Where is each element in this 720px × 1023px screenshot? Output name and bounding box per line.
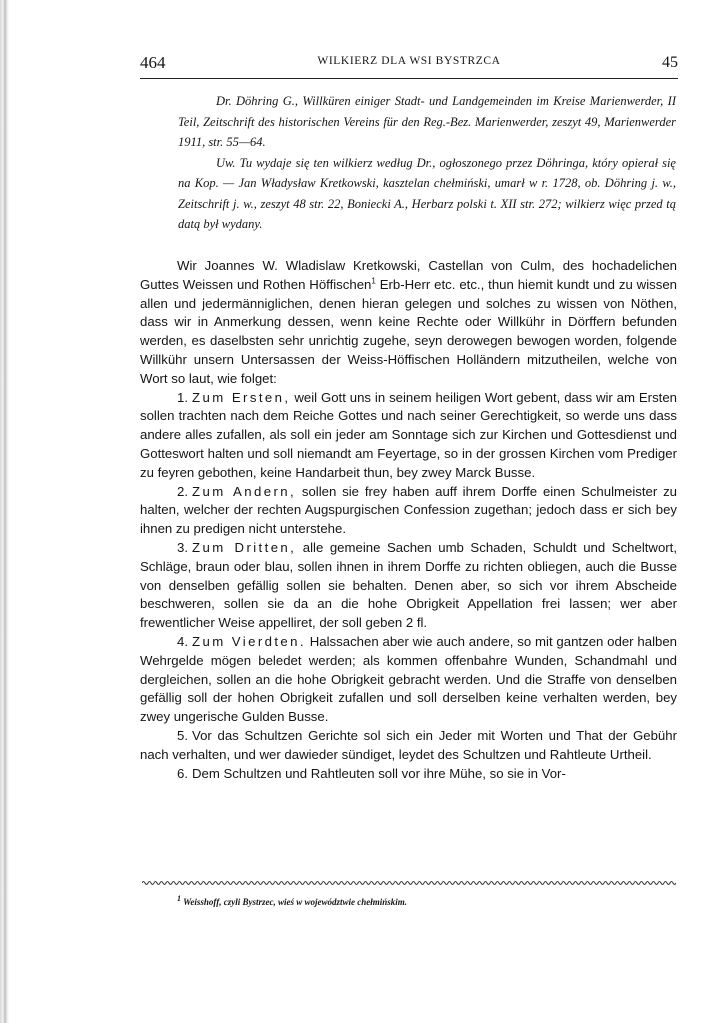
page-number-left: 464 — [140, 53, 166, 72]
article-number: 5. — [177, 727, 188, 743]
page-number-right: 45 — [662, 54, 678, 71]
main-text — [140, 257, 677, 783]
article-text: weil Gott uns in seinem heiligen Wort gebent, dass wir am Ersten sollen trachten nach dem Reiche Gottes und nach seiner Gerechtigkeit, so werde uns dass andere alles zufallen, als soll ein jeder am Sonntage sich zur Kirchen und Gottesdienst und Gotteswort halten und soll niemandt am Feyertage, so in der grossen Kirchen vom Prediger zu feyren gebothen, keine Handarbeit thun, bey zwey Marck Busse. — [140, 389, 677, 480]
note-remark-paragraph: Uw. Tu wydaje się ten wilkierz według Dr., ogłoszonego przez Döhringa, który opierał się na Kop. — Jan Władysław Kretkowski, kasztelan chełmiński, umarł w r. 1728, ob. Döhring j. w., Zeitschrift j. w., zeszyt 48 str. 22, Boniecki A., Herbarz polski t. XII str. 272; wilkierz więc przed tą datą był wydany. — [178, 155, 676, 231]
article-heading: Zum Andern, — [192, 483, 297, 499]
article-text: Dem Schultzen und Rahtleuten soll vor ihre Mühe, so sie in Vor- — [192, 765, 566, 781]
intro-text-start: Wir Joannes W. Wladislaw Kretkowski, Castellan von Culm, des hochadelichen Guttes Weissen und Rothen Höffischen — [140, 258, 677, 292]
article-text: Vor das Schultzen Gerichte sol sich ein Jeder mit Worten und That der Gebühr nach verhalten, und wer dawieder sündiget, leydet des Schultzen und Rahtleute Urtheil. — [140, 727, 677, 762]
editorial-note — [178, 91, 676, 235]
footnote-mark: 1 — [177, 894, 181, 903]
running-header — [140, 52, 678, 76]
article-paragraph — [140, 483, 677, 539]
article-number: 1. — [177, 389, 188, 405]
article-number: 3. — [177, 539, 188, 555]
article-heading: Zum Dritten, — [192, 539, 297, 555]
article-paragraph — [140, 633, 677, 727]
article-text: alle gemeine Sachen umb Schaden, Schuldt und Scheltwort, Schläge, braun oder blau, sollen ihnen in ihrem Dorffe zu richten obliegen, auch die Busse von denselben gefällig sollen sie behalten. Denen aber, so sich vor ihrem Abscheide beschweren, sollen sie da an die hohe Obrigkeit Appellation frei lassen; wer aber frewentlicher Weise appelliret, der soll geben 2 fl. — [140, 539, 677, 631]
header-rule — [140, 78, 678, 79]
article-paragraph — [140, 727, 677, 765]
article-number: 4. — [177, 633, 188, 649]
article-text: sollen sie frey haben auff ihrem Dorffe einen Schulmeister zu halten, welcher der rechten Augspurgischen Confession zugethan; jedoch dass er sich bey ihnen zu predigen nicht unterstehe. — [140, 483, 677, 537]
running-title: WILKIERZ DLA WSI BYSTRZCA — [317, 55, 501, 67]
article-heading: Zum Ersten, — [192, 389, 291, 405]
article-text: Halssachen aber wie auch andere, so mit gantzen oder halben Wehrgelde mögen beledet werden; als kommen offenbahre Wunden, Schandmahl und dergleichen, sollen an die hohe Obrigkeit gebracht werden. Und die Straffe von denselben gefällig soll der hohen Obrigkeit zufallen und soll derselben keine verhalten werden, bey zwey ungerische Gulden Busse. — [140, 633, 677, 725]
article-number: 2. — [177, 483, 188, 499]
article-paragraph — [140, 389, 677, 483]
footnote-reference: 1 — [371, 276, 376, 286]
intro-text-end: Erb-Herr etc. etc., thun hiemit kundt und zu wissen allen und jedermänniglichen, denen hieran gelegen und solches zu wissen von Nöthen, dass wir in Anmerkung dessen, wenn keine Rechte oder Willkühr in Dörffern befunden werden, es daselbsten sehr unrichtig zugehe, seyn derowegen bewogen worden, folgende Willkühr unsern Untersassen der Weiss-Höffischen Holländern mitzutheilen, welche von Wort so laut, wie folget: — [140, 276, 677, 386]
article-paragraph — [140, 765, 677, 784]
article-heading: Zum Vierdten. — [192, 633, 306, 649]
book-binding-edge — [0, 0, 9, 1023]
article-number: 6. — [177, 765, 188, 781]
footnote-separator — [142, 879, 676, 887]
footnote-text: Weisshoff, czyli Bystrzec, wieś w województwie chełmińskim. — [181, 897, 408, 907]
article-paragraph — [140, 539, 677, 633]
footnote — [177, 894, 677, 907]
intro-paragraph — [140, 257, 677, 389]
note-source-paragraph: Dr. Döhring G., Willküren einiger Stadt- und Landgemeinden im Kreise Marienwerder, II Teil, Zeitschrift des historischen Vereins für den Reg.-Bez. Marienwerder, zeszyt 49, Marienwerder 1911, str. 55—64. — [178, 94, 676, 149]
